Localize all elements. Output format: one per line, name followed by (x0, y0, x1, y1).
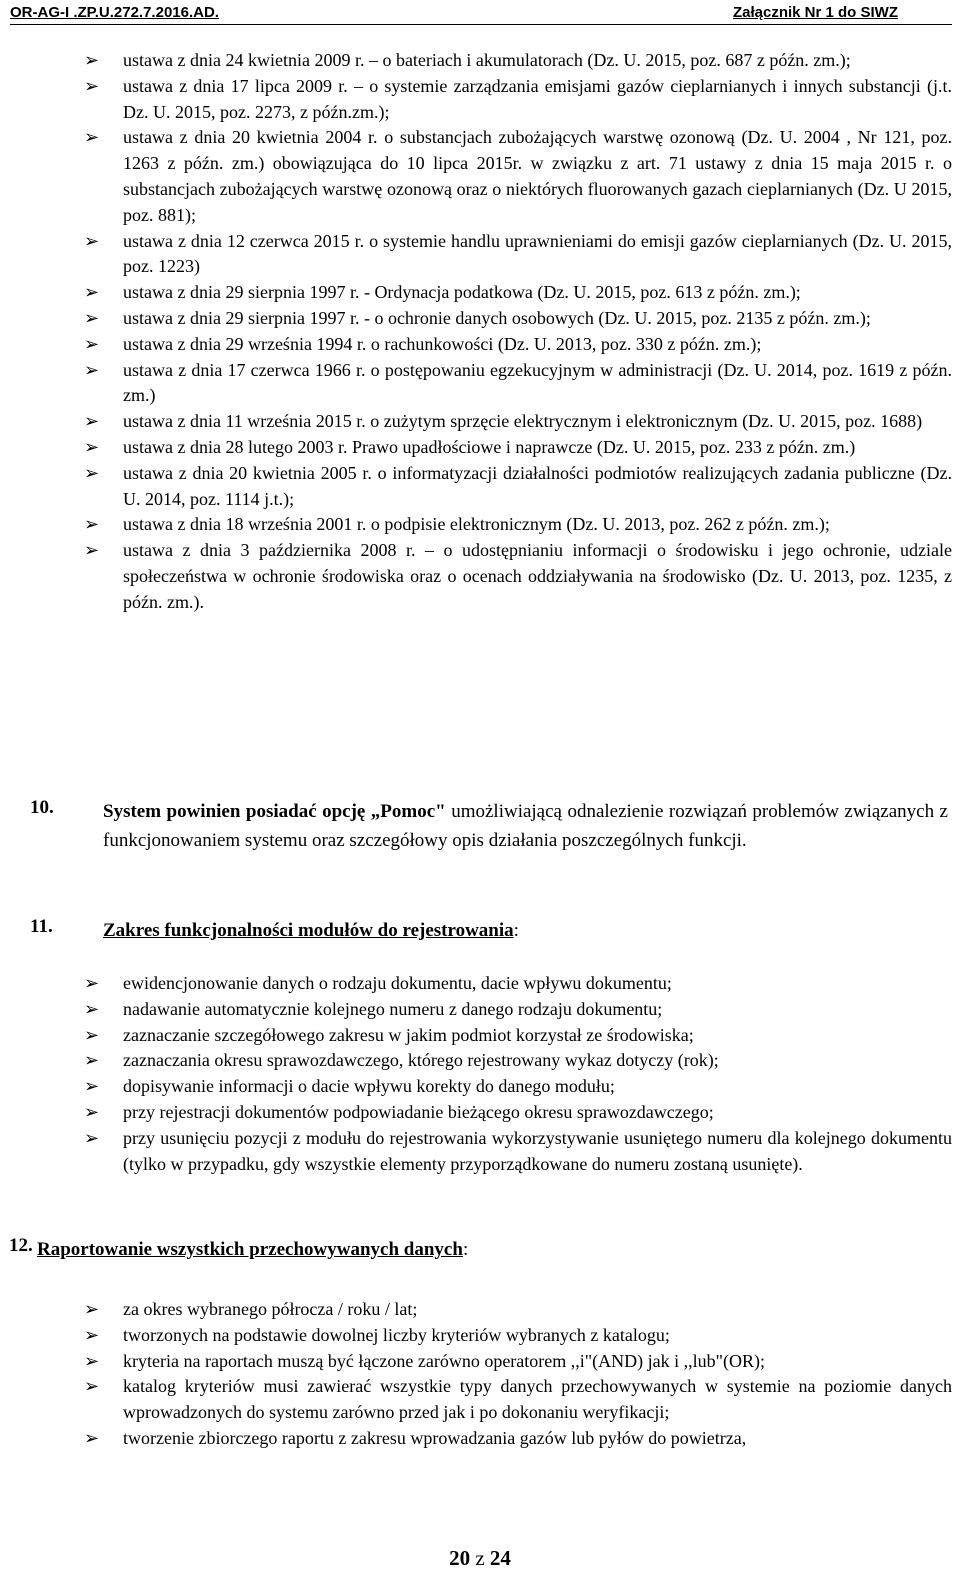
registration-features-list (0, 971, 960, 1177)
arrow-bullet-icon: ➢ (84, 1076, 100, 1098)
list-item (0, 74, 960, 126)
arrow-bullet-icon: ➢ (84, 1127, 100, 1149)
section-number: 10. (30, 797, 54, 818)
arrow-bullet-icon: ➢ (84, 540, 100, 562)
arrow-bullet-icon: ➢ (84, 307, 100, 329)
page-total: 24 (489, 1546, 511, 1570)
list-item (0, 1126, 960, 1178)
list-item (0, 332, 960, 358)
arrow-bullet-icon: ➢ (84, 462, 100, 484)
arrow-bullet-icon: ➢ (84, 50, 100, 71)
section-11-title: Zakres funkcjonalności modułów do rejestrowania (103, 920, 514, 941)
list-item-text: ustawa z dnia 20 kwietnia 2004 r. o substancjach zubożających warstwę ozonową (Dz. U. 2004 , Nr 121, poz. 1263 z późn. zm.) obowiązująca do 10 lipca 2015r. w związku z art. 71 ustawy z dnia 15 maja 2015 r. o substancjach zubożających warstwę ozonową oraz o niektórych fluorowanych gazach cieplarnianych (Dz. U 2015, poz. 881); (123, 127, 952, 225)
list-item (0, 971, 960, 997)
list-item (0, 48, 960, 74)
list-item-text: tworzonych na podstawie dowolnej liczby kryteriów wybranych z katalogu; (123, 1324, 670, 1345)
list-item (0, 229, 960, 281)
list-item-text: ustawa z dnia 17 czerwca 1966 r. o postępowaniu egzekucyjnym w administracji (Dz. U. 2014, poz. 1619 z późn. zm.) (123, 359, 952, 406)
section-number: 11. (30, 916, 53, 937)
list-item-text: ustawa z dnia 17 lipca 2009 r. – o systemie zarządzania emisjami gazów cieplarnianych i innych substancji (j.t. Dz. U. 2015, poz. 2273, z późn.zm.); (123, 75, 952, 122)
arrow-bullet-icon: ➢ (84, 973, 100, 994)
header-rule (10, 24, 952, 25)
arrow-bullet-icon: ➢ (84, 230, 100, 252)
legislation-list (0, 48, 960, 616)
arrow-bullet-icon: ➢ (84, 1350, 100, 1372)
arrow-bullet-icon: ➢ (84, 1376, 100, 1398)
arrow-bullet-icon: ➢ (84, 1299, 100, 1320)
list-item-text: ustawa z dnia 28 lutego 2003 r. Prawo upadłościowe i naprawcze (Dz. U. 2015, poz. 233 z późn. zm.) (123, 436, 856, 457)
section-12-suffix: : (462, 1239, 469, 1260)
list-item (0, 1323, 960, 1349)
list-item-text: przy rejestracji dokumentów podpowiadanie bieżącego okresu sprawozdawczego; (123, 1101, 714, 1122)
list-item (0, 512, 960, 538)
section-11-heading (103, 916, 948, 945)
list-item-text: ustawa z dnia 18 września 2001 r. o podpisie elektronicznym (Dz. U. 2013, poz. 262 z późn. zm.); (123, 514, 830, 535)
section-10-bold-text: System powinien posiadać opcję „Pomoc" (103, 801, 446, 822)
list-item (0, 1100, 960, 1126)
list-item (0, 125, 960, 228)
page-footer (0, 1546, 960, 1571)
list-item (0, 461, 960, 513)
list-item (0, 1074, 960, 1100)
list-item-text: tworzenie zbiorczego raportu z zakresu wprowadzania gazów lub pyłów do powietrza, (123, 1427, 747, 1448)
list-item (0, 997, 960, 1023)
arrow-bullet-icon: ➢ (84, 436, 100, 458)
list-item-text: ustawa z dnia 3 października 2008 r. – o udostępnianiu informacji o środowisku i jego ochronie, udziale społeczeństwa w ochronie środowiska oraz o ocenach oddziaływania na środowisko (Dz. U. 2013, poz. 1235, z późn. zm.). (123, 540, 952, 612)
document-reference: OR-AG-I .ZP.U.272.7.2016.AD. (10, 4, 219, 21)
list-item-text: ewidencjonowanie danych o rodzaju dokumentu, dacie wpływu dokumentu; (123, 973, 672, 993)
list-item-text: katalog kryteriów musi zawierać wszystkie typy danych przechowywanych w systemie na poziomie danych wprowadzonych do systemu zarówno przed jak i po dokonaniu weryfikacji; (123, 1376, 952, 1423)
attachment-label: Załącznik Nr 1 do SIWZ (732, 4, 898, 21)
list-item-text: ustawa z dnia 12 czerwca 2015 r. o systemie handlu uprawnieniami do emisji gazów cieplarnianych (Dz. U. 2015, poz. 1223) (123, 230, 952, 277)
arrow-bullet-icon: ➢ (84, 359, 100, 381)
arrow-bullet-icon: ➢ (84, 1050, 100, 1072)
arrow-bullet-icon: ➢ (84, 514, 100, 536)
arrow-bullet-icon: ➢ (84, 1101, 100, 1123)
list-item (0, 1048, 960, 1074)
list-item-text: ustawa z dnia 29 września 1994 r. o rachunkowości (Dz. U. 2013, poz. 330 z późn. zm.); (123, 333, 762, 354)
list-item (0, 538, 960, 615)
section-10-body (103, 797, 948, 855)
arrow-bullet-icon: ➢ (84, 75, 100, 97)
reporting-features-list (0, 1297, 960, 1452)
arrow-bullet-icon: ➢ (84, 1324, 100, 1346)
list-item (0, 1349, 960, 1375)
list-item (0, 1023, 960, 1049)
list-item (0, 435, 960, 461)
list-item-text: nadawanie automatycznie kolejnego numeru z danego rodzaju dokumentu; (123, 998, 663, 1019)
arrow-bullet-icon: ➢ (84, 333, 100, 355)
list-item-text: ustawa z dnia 20 kwietnia 2005 r. o informatyzacji działalności podmiotów realizujących zadania publiczne (Dz. U. 2014, poz. 1114 j.t.); (123, 462, 952, 509)
section-11-suffix: : (513, 920, 519, 941)
page-header (0, 0, 960, 26)
arrow-bullet-icon: ➢ (84, 411, 100, 433)
page-of: z (475, 1546, 485, 1570)
list-item (0, 280, 960, 306)
page-number: 20 (449, 1546, 471, 1570)
list-item (0, 1426, 960, 1452)
list-item-text: zaznaczanie szczegółowego zakresu w jakim podmiot korzystał ze środowiska; (123, 1024, 694, 1045)
arrow-bullet-icon: ➢ (84, 1427, 100, 1449)
section-12-title: Raportowanie wszystkich przechowywanych danych (37, 1239, 463, 1260)
list-item-text: za okres wybranego półrocza / roku / lat; (123, 1299, 418, 1319)
list-item-text: ustawa z dnia 11 września 2015 r. o zużytym sprzęcie elektrycznym i elektronicznym (Dz. U. 2015, poz. 1688) (123, 411, 923, 432)
arrow-bullet-icon: ➢ (84, 282, 100, 304)
list-item (0, 1374, 960, 1426)
arrow-bullet-icon: ➢ (84, 127, 100, 149)
list-item-text: ustawa z dnia 24 kwietnia 2009 r. – o bateriach i akumulatorach (Dz. U. 2015, poz. 687 z późn. zm.); (123, 50, 851, 70)
list-item-text: zaznaczania okresu sprawozdawczego, którego rejestrowany wykaz dotyczy (rok); (123, 1050, 719, 1071)
list-item-text: ustawa z dnia 29 sierpnia 1997 r. - Ordynacja podatkowa (Dz. U. 2015, poz. 613 z późn. zm.); (123, 282, 801, 303)
section-12-heading (37, 1235, 948, 1264)
list-item (0, 409, 960, 435)
list-item (0, 358, 960, 410)
list-item-text: kryteria na raportach muszą być łączone zarówno operatorem ,,i"(AND) jak i ,,lub"(OR); (123, 1350, 765, 1371)
list-item-text: ustawa z dnia 29 sierpnia 1997 r. - o ochronie danych osobowych (Dz. U. 2015, poz. 2135 z późn. zm.); (123, 307, 871, 328)
section-10-text: umożliwiającą odnalezienie rozwiązań problemów związanych z funkcjonowaniem systemu oraz szczegółowy opis działania poszczególnych funkcji. (103, 801, 948, 851)
section-number: 12. (9, 1235, 33, 1256)
arrow-bullet-icon: ➢ (84, 1024, 100, 1046)
list-item-text: przy usunięciu pozycji z modułu do rejestrowania wykorzystywanie usuniętego numeru dla kolejnego dokumentu (tylko w przypadku, gdy wszystkie elementy przyporządkowane do numeru zostaną usunięte). (123, 1127, 952, 1174)
list-item (0, 1297, 960, 1323)
arrow-bullet-icon: ➢ (84, 998, 100, 1020)
list-item (0, 306, 960, 332)
list-item-text: dopisywanie informacji o dacie wpływu korekty do danego modułu; (123, 1076, 615, 1097)
